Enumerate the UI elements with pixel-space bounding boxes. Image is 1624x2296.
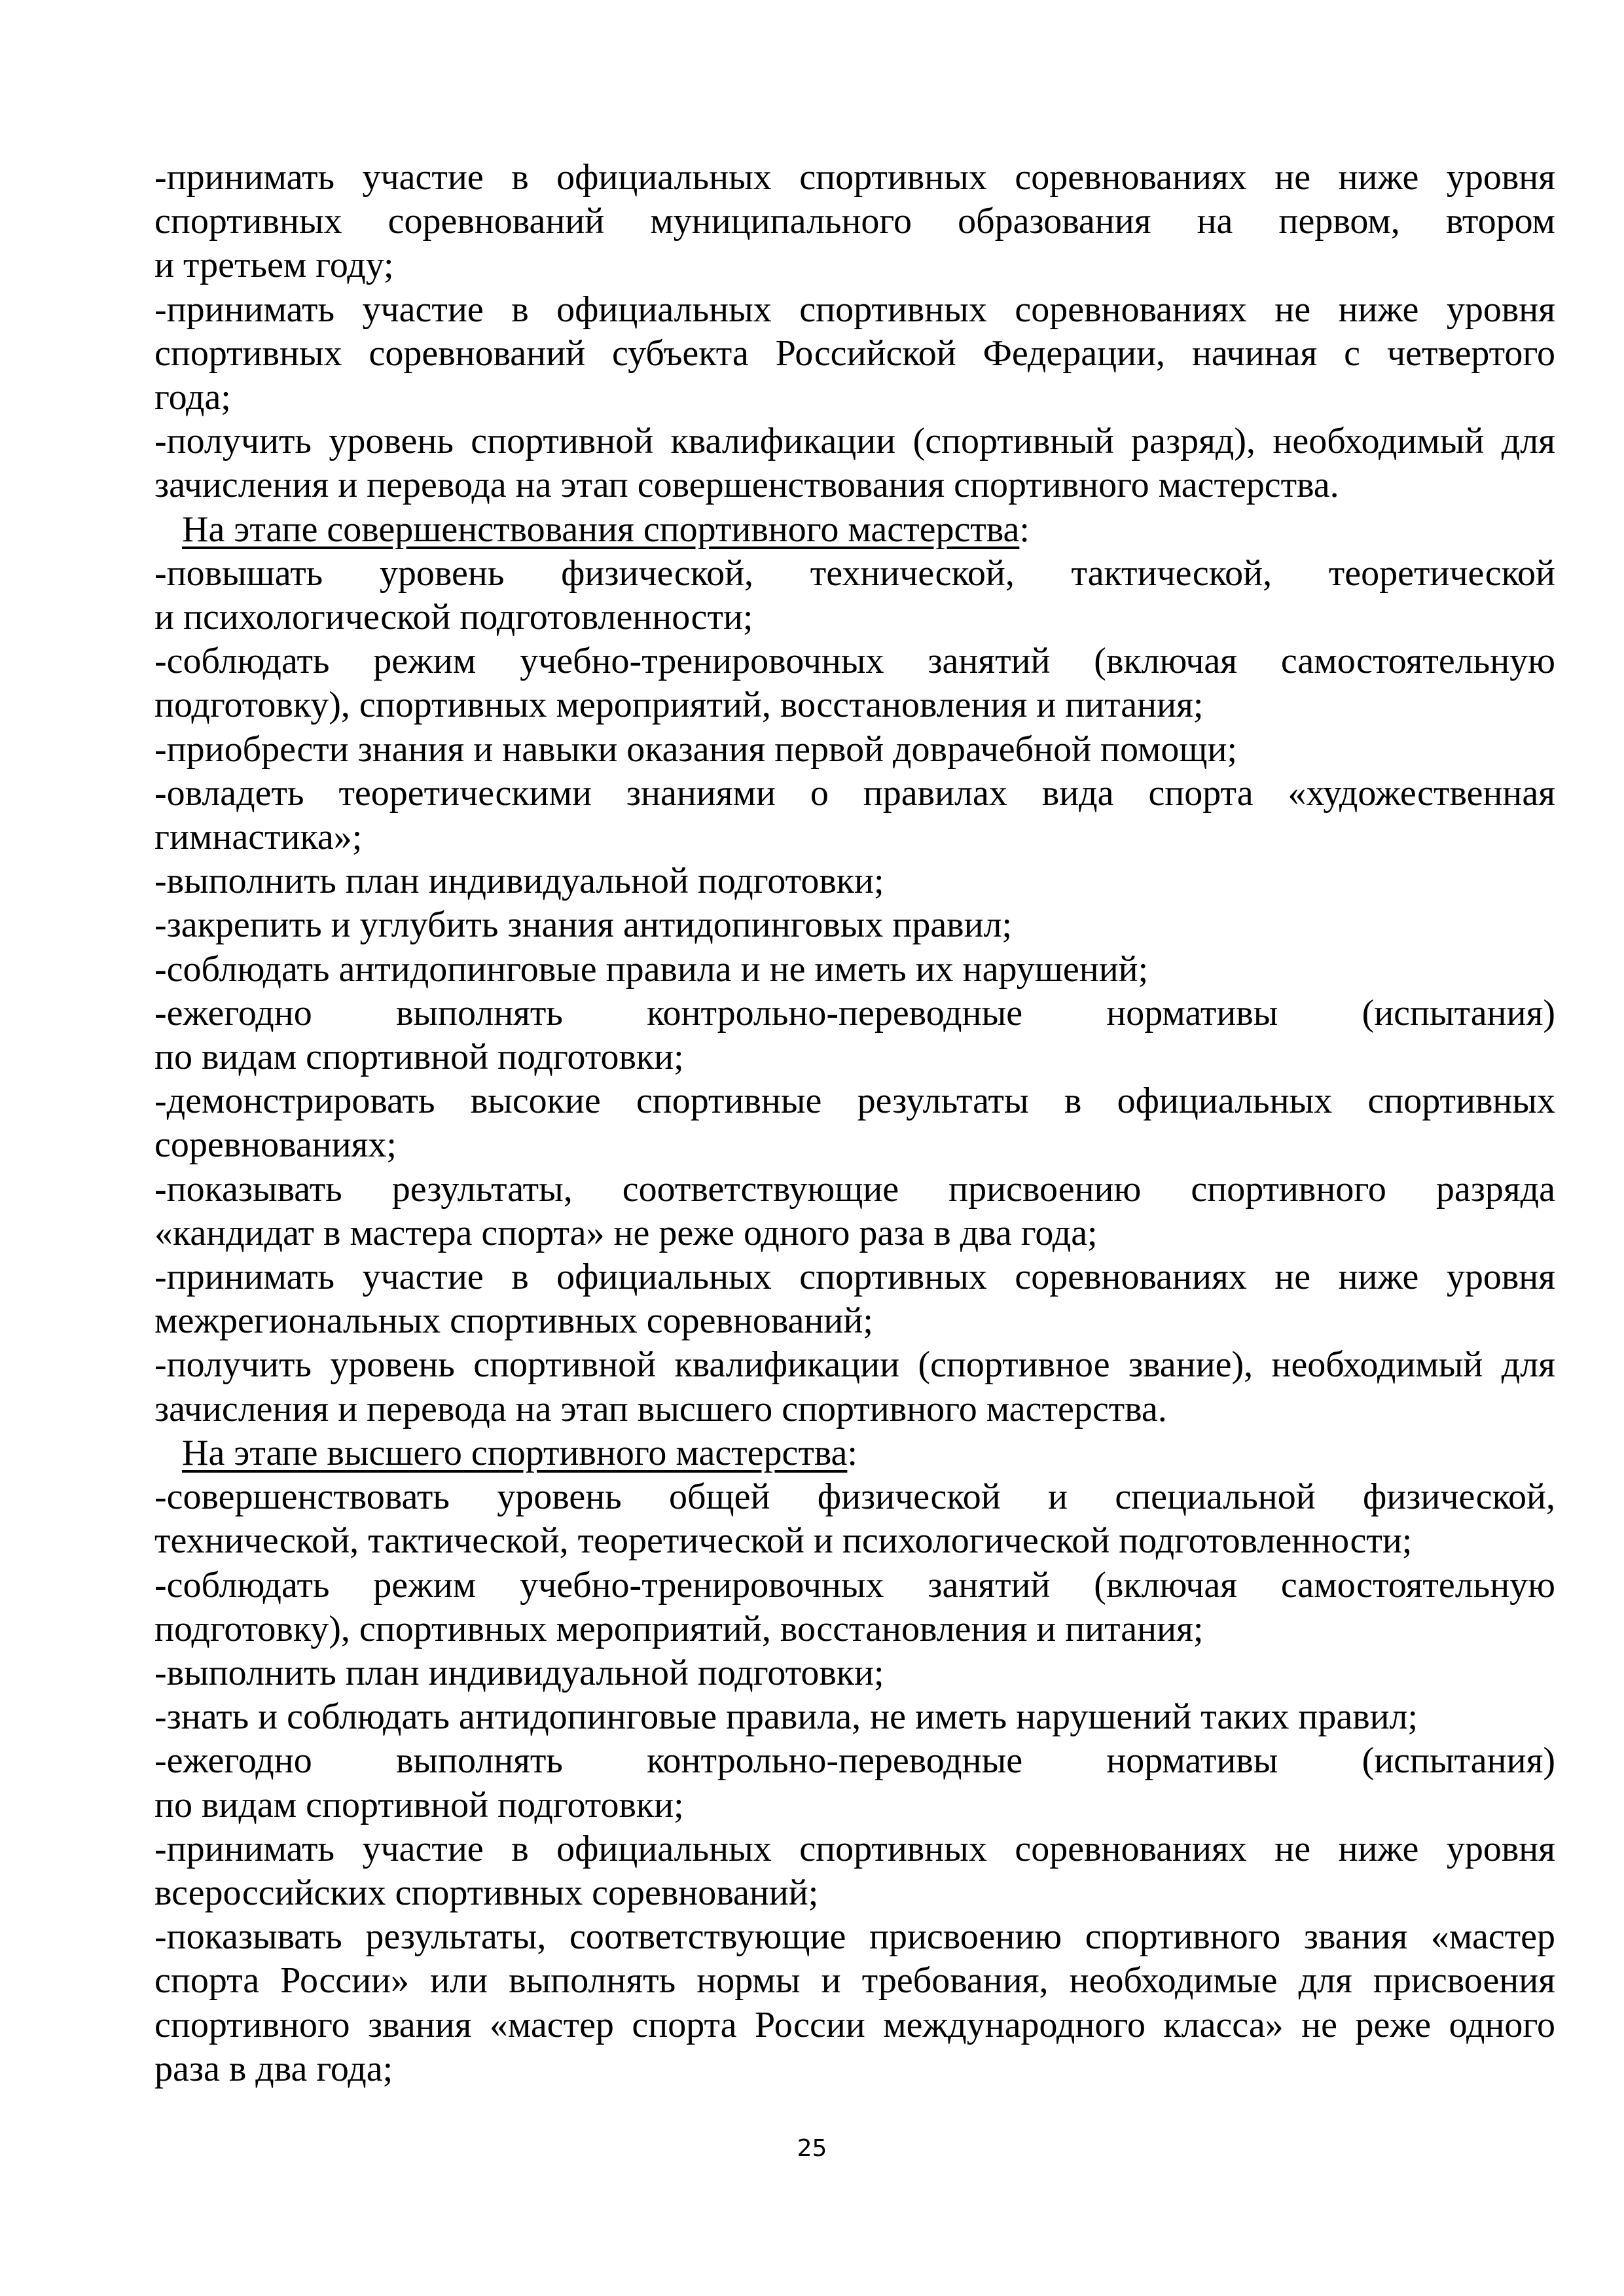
text-line: подготовку), спортивных мероприятий, восстановления и питания; bbox=[154, 685, 1204, 726]
list-item bbox=[154, 992, 1555, 1079]
text-line: по видам спортивной подготовки; bbox=[154, 1037, 684, 1078]
text-line: -ежегодно выполнять контрольно-переводные нормативы (испытания) bbox=[154, 1740, 1555, 1782]
list-item bbox=[154, 1255, 1555, 1343]
list-item bbox=[154, 1343, 1555, 1431]
list-item bbox=[154, 1168, 1555, 1255]
list-item bbox=[154, 728, 1555, 772]
list-item bbox=[154, 288, 1555, 420]
text-line: -выполнить план индивидуальной подготовки; bbox=[154, 1652, 884, 1693]
text-line: всероссийских спортивных соревнований; bbox=[154, 1872, 819, 1913]
text-line: года; bbox=[154, 377, 231, 418]
list-item bbox=[154, 1651, 1555, 1695]
text-line: подготовку), спортивных мероприятий, восстановления и питания; bbox=[154, 1608, 1204, 1649]
list-item bbox=[154, 948, 1555, 992]
text-line: -закрепить и углубить знания антидопинговых правил; bbox=[154, 905, 1013, 946]
text-line: спортивного звания «мастер спорта России международного класса» не реже одного bbox=[154, 2004, 1555, 2045]
list-item bbox=[154, 420, 1555, 507]
text-line: -принимать участие в официальных спортивных соревнованиях не ниже уровня bbox=[154, 157, 1555, 198]
page-number: 25 bbox=[797, 2135, 827, 2162]
text-line: -показывать результаты, соответствующие присвоению спортивного звания «мастер bbox=[154, 1916, 1555, 1958]
text-line: -приобрести знания и навыки оказания первой доврачебной помощи; bbox=[154, 728, 1238, 770]
list-item bbox=[154, 552, 1555, 639]
text-line: -получить уровень спортивной квалификации (спортивный разряд), необходимый для bbox=[154, 421, 1555, 462]
text-line: по видам спортивной подготовки; bbox=[154, 1784, 684, 1825]
text-line: -знать и соблюдать антидопинговые правила, не иметь нарушений таких правил; bbox=[154, 1696, 1418, 1738]
section-heading-suffix: : bbox=[847, 1432, 857, 1473]
text-line: -принимать участие в официальных спортивных соревнованиях не ниже уровня bbox=[154, 1828, 1555, 1869]
document-page bbox=[154, 156, 1555, 2091]
text-line: технической, тактической, теоретической и психологической подготовленности; bbox=[154, 1520, 1413, 1562]
text-line: -ежегодно выполнять контрольно-переводные нормативы (испытания) bbox=[154, 992, 1555, 1033]
section-heading-suffix: : bbox=[1019, 509, 1030, 550]
text-line: -совершенствовать уровень общей физической и специальной физической, bbox=[154, 1477, 1555, 1518]
list-item bbox=[154, 639, 1555, 727]
text-line: спорта России» или выполнять нормы и требования, необходимые для присвоения bbox=[154, 1960, 1555, 2001]
list-item bbox=[154, 1915, 1555, 2091]
text-line: -получить уровень спортивной квалификации (спортивное звание), необходимый для bbox=[154, 1344, 1555, 1386]
section-heading bbox=[154, 1431, 1555, 1475]
text-line: -соблюдать режим учебно-тренировочных занятий (включая самостоятельную bbox=[154, 1564, 1555, 1605]
text-line: соревнованиях; bbox=[154, 1124, 397, 1166]
list-item bbox=[154, 903, 1555, 947]
text-line: -овладеть теоретическими знаниями о правилах вида спорта «художественная bbox=[154, 772, 1555, 814]
list-item bbox=[154, 772, 1555, 859]
text-line: зачисления и перевода на этап высшего спортивного мастерства. bbox=[154, 1388, 1167, 1429]
text-line: зачисления и перевода на этап совершенствования спортивного мастерства. bbox=[154, 465, 1339, 506]
text-line: -принимать участие в официальных спортивных соревнованиях не ниже уровня bbox=[154, 1257, 1555, 1298]
text-line: -соблюдать антидопинговые правила и не иметь их нарушений; bbox=[154, 948, 1149, 990]
list-item bbox=[154, 1475, 1555, 1563]
text-line: и третьем году; bbox=[154, 245, 394, 286]
text-line: -демонстрировать высокие спортивные результаты в официальных спортивных bbox=[154, 1081, 1555, 1122]
text-line: -соблюдать режим учебно-тренировочных занятий (включая самостоятельную bbox=[154, 641, 1555, 682]
section-heading bbox=[154, 508, 1555, 552]
text-line: спортивных соревнований муниципального образования на первом, втором bbox=[154, 201, 1555, 242]
section-heading-text: На этапе совершенствования спортивного мастерства bbox=[182, 509, 1020, 550]
text-line: гимнастика»; bbox=[154, 817, 363, 858]
text-line: раза в два года; bbox=[154, 2048, 393, 2089]
list-item bbox=[154, 156, 1555, 288]
text-line: -повышать уровень физической, технической, тактической, теоретической bbox=[154, 552, 1555, 594]
text-line: спортивных соревнований субъекта Российской Федерации, начиная с четвертого bbox=[154, 332, 1555, 374]
section-heading-text: На этапе высшего спортивного мастерства bbox=[182, 1432, 848, 1473]
text-line: -принимать участие в официальных спортивных соревнованиях не ниже уровня bbox=[154, 289, 1555, 330]
text-line: «кандидат в мастера спорта» не реже одного раза в два года; bbox=[154, 1212, 1098, 1253]
text-line: -выполнить план индивидуальной подготовки; bbox=[154, 861, 884, 902]
text-line: межрегиональных спортивных соревнований; bbox=[154, 1300, 873, 1342]
text-line: -показывать результаты, соответствующие присвоению спортивного разряда bbox=[154, 1168, 1555, 1210]
list-item bbox=[154, 1695, 1555, 1739]
list-item bbox=[154, 859, 1555, 903]
list-item bbox=[154, 1827, 1555, 1915]
list-item bbox=[154, 1564, 1555, 1651]
list-item bbox=[154, 1079, 1555, 1167]
list-item bbox=[154, 1739, 1555, 1827]
text-line: и психологической подготовленности; bbox=[154, 597, 753, 638]
